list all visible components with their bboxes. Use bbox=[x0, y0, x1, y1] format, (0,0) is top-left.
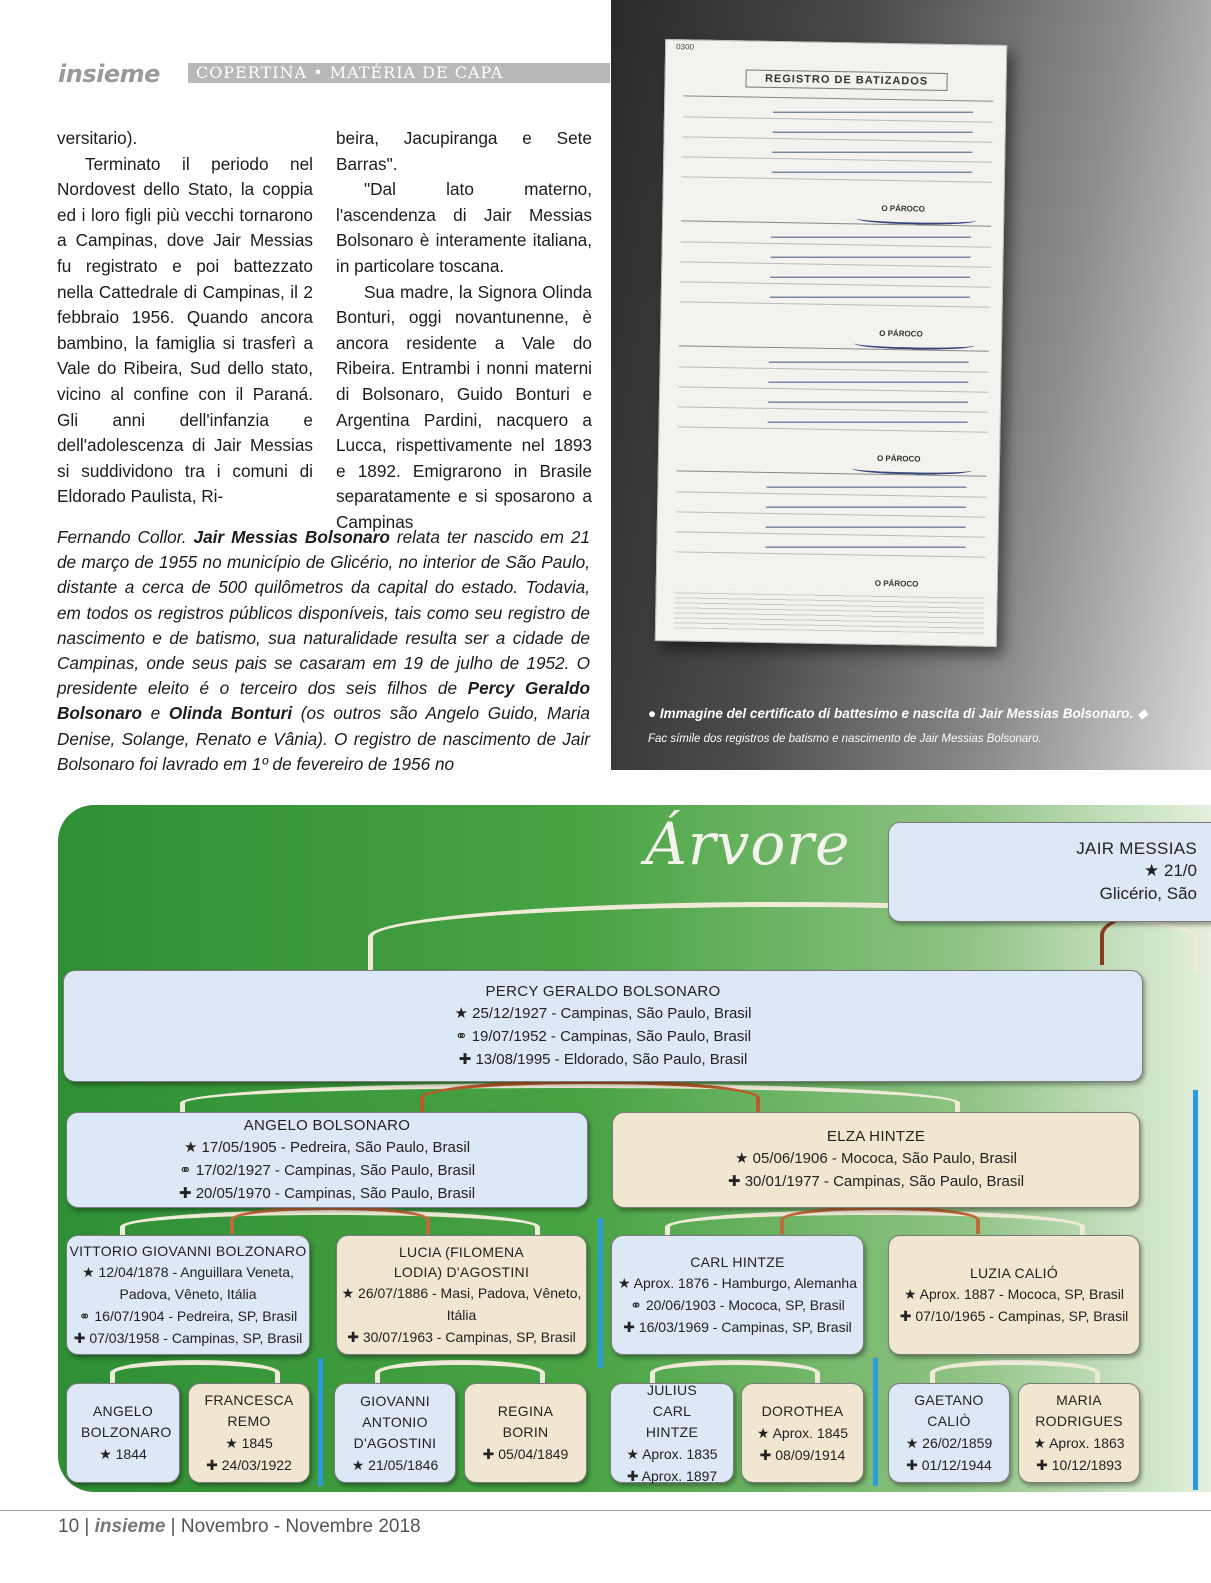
person-name: GIOVANNI ANTONIO D'AGOSTINI bbox=[353, 1392, 437, 1451]
birth-line: ★ 1844 bbox=[99, 1446, 147, 1462]
tree-node-carl-hintze bbox=[611, 1235, 864, 1355]
death-line: ✚ 13/08/1995 - Eldorado, São Paulo, Brasil bbox=[458, 1050, 748, 1068]
death-line: ✚ 01/12/1944 bbox=[906, 1457, 992, 1473]
article-column-1 bbox=[57, 126, 313, 510]
issue-date: Novembro - Novembre 2018 bbox=[180, 1516, 421, 1537]
divider-bar bbox=[873, 1358, 878, 1486]
tree-node-vittorio-giovanni-bolzonaro bbox=[66, 1235, 310, 1355]
connector bbox=[780, 1206, 980, 1234]
person-name: CARL HINTZE bbox=[690, 1254, 785, 1270]
birth-line: ★ 26/07/1886 - Masi, Padova, Vêneto, bbox=[341, 1285, 582, 1301]
birth-line: ★ 05/06/1906 - Mococa, São Paulo, Brasil bbox=[735, 1150, 1017, 1167]
tree-node-luzia-calio bbox=[888, 1235, 1140, 1355]
death-line: ✚ 24/03/1922 bbox=[206, 1457, 292, 1473]
document-number: 0300 bbox=[676, 42, 695, 52]
person-name: VITTORIO GIOVANNI BOLZONARO bbox=[69, 1243, 307, 1259]
person-name: JULIUS CARL HINTZE bbox=[645, 1381, 699, 1440]
birth-line: ★ Aprox. 1835 bbox=[626, 1445, 718, 1462]
marriage-line: ⚭ 16/07/1904 - Pedreira, SP, Brasil bbox=[78, 1308, 298, 1324]
connector bbox=[420, 1080, 760, 1116]
paroco-label: O PÁROCO bbox=[879, 328, 923, 339]
text: relata ter nascido em 21 de março de 1955 no município de Glicério, no interior de São Paulo, distante a cerca de 500 quilômetros da capital do estado. Todavia, em todos os registros públicos disponíveis, tais como seu registro de nascimento e de batismo, sua naturalidade resulta ser a cidade de Campinas, onde seus pais se casaram em 19 de julho de 1952. O presidente eleito é o terceiro dos seis filhos de bbox=[57, 527, 591, 699]
person-name: REGINA BORIN bbox=[497, 1403, 554, 1440]
article-column-2 bbox=[336, 126, 592, 536]
name-jair: Jair Messias Bolsonaro bbox=[193, 527, 390, 547]
death-line: ✚ Aprox. 1897 bbox=[626, 1467, 718, 1484]
person-name: ANGELO BOLSONARO bbox=[243, 1116, 411, 1134]
person-name: FRANCESCA REMO bbox=[204, 1392, 294, 1429]
tree-node-gaetano-calio bbox=[888, 1383, 1010, 1483]
person-name: LUCIA (FILOMENA LODIA) D'AGOSTINI bbox=[393, 1244, 530, 1280]
birth-line: ★ Aprox. 1845 bbox=[756, 1424, 849, 1441]
birth-line: ★ Aprox. 1876 - Hamburgo, Alemanha bbox=[617, 1275, 858, 1291]
birth-place-line: Padova, Vêneto, Itália bbox=[119, 1286, 257, 1302]
divider-bar bbox=[318, 1358, 323, 1486]
connector bbox=[230, 1206, 430, 1234]
person-name: DOROTHEA bbox=[761, 1402, 844, 1419]
person-name: ANGELO BOLZONARO bbox=[81, 1403, 172, 1440]
register-entry bbox=[675, 470, 987, 601]
text: e bbox=[142, 703, 169, 724]
tree-node-angelo-bolzonaro bbox=[66, 1383, 180, 1483]
name-olinda: Olinda Bonturi bbox=[168, 703, 293, 724]
death-line: ✚ 30/07/1963 - Campinas, SP, Brasil bbox=[347, 1329, 576, 1345]
marriage-line: ⚭ 17/02/1927 - Campinas, São Paulo, Brasil bbox=[178, 1161, 476, 1179]
article-portuguese bbox=[57, 525, 590, 777]
paroco-label: O PÁROCO bbox=[881, 203, 925, 214]
marriage-line: ⚭ 19/07/1952 - Campinas, São Paulo, Brasil bbox=[454, 1027, 752, 1045]
register-entry bbox=[677, 345, 989, 476]
bullet-icon: ● bbox=[648, 706, 660, 721]
death-line: ✚ 10/12/1893 bbox=[1036, 1457, 1122, 1473]
birth-line: ★ 21/05/1846 bbox=[351, 1456, 439, 1473]
birth-place: Glicério, São bbox=[1099, 884, 1197, 903]
death-line: ✚ 05/04/1849 bbox=[482, 1446, 569, 1462]
birth-line: ★ 17/05/1905 - Pedreira, São Paulo, Brasil bbox=[183, 1138, 471, 1156]
person-name: LUZIA CALIÓ bbox=[969, 1265, 1059, 1281]
footer-logo: insieme bbox=[94, 1516, 166, 1537]
birth-line: ★ Aprox. 1887 - Mococa, SP, Brasil bbox=[903, 1286, 1125, 1302]
photo-caption bbox=[648, 702, 1168, 751]
page-footer: 10 | insieme | Novembro - Novembre 2018 bbox=[58, 1516, 421, 1537]
tree-node-elza-hintze bbox=[612, 1112, 1140, 1208]
paragraph: versitario). bbox=[57, 128, 138, 148]
magazine-logo: insieme bbox=[58, 60, 160, 88]
paragraph: Terminato il periodo nel Nordovest dello Stato, la coppia ed i loro figli più vecchi tornarono a Campinas, dove Jair Messias fu registrato e poi battezzato nella Cattedrale di Campinas, il 2 febbraio 1956. Quando ancora bambino, la famiglia si trasferì a Vale do Ribeira, Sud dello stato, vicino al confine con il Paraná. Gli anni dell'infanzia e dell'adolescenza di Jair Messias si suddividono tra i comuni di Eldorado Paulista, Ri- bbox=[57, 153, 313, 507]
death-line: ✚ 08/09/1914 bbox=[759, 1446, 846, 1463]
text: (os outros são Angelo Guido, Maria Denise, Solange, Renato e Vânia). O registro de nascimento de Jair Bolsonaro foi lavrado em 1º de fevereiro de 1956 no bbox=[57, 703, 590, 774]
person-name: ELZA HINTZE bbox=[826, 1128, 926, 1145]
tree-node-regina-borin bbox=[464, 1383, 587, 1483]
death-line: ✚ 20/05/1970 - Campinas, São Paulo, Brasil bbox=[178, 1184, 476, 1202]
register-entry bbox=[679, 220, 991, 351]
paragraph: beira, Jacupiranga e Sete Barras". bbox=[336, 128, 592, 174]
paroco-label: O PÁROCO bbox=[876, 453, 921, 464]
divider-bar bbox=[1193, 1090, 1198, 1490]
paroco-label: O PÁROCO bbox=[874, 578, 919, 589]
tree-node-angelo-bolsonaro bbox=[66, 1112, 588, 1208]
death-line: ✚ 30/01/1977 - Campinas, São Paulo, Brasil bbox=[727, 1173, 1025, 1190]
footer-rule bbox=[0, 1510, 1211, 1511]
caption-italian: Immagine del certificato di battesimo e nascita di Jair Messias Bolsonaro. bbox=[659, 706, 1134, 721]
birth-date: ★ 21/0 bbox=[1143, 861, 1197, 880]
paragraph: "Dal lato materno, l'ascendenza di Jair Messias Bolsonaro è interamente italiana, in particolare toscana. bbox=[336, 179, 592, 276]
person-name: GAETANO CALIÒ bbox=[914, 1392, 984, 1429]
birth-place-line: Itália bbox=[446, 1307, 477, 1323]
divider-bar bbox=[598, 1218, 603, 1368]
baptism-register-document bbox=[655, 39, 1007, 647]
register-entry bbox=[681, 95, 993, 226]
birth-line: ★ 26/02/1859 bbox=[905, 1435, 993, 1451]
tree-node-julius-carl-hintze bbox=[610, 1383, 734, 1483]
person-name: PERCY GERALDO BOLSONARO bbox=[485, 982, 721, 1000]
death-line: ✚ 07/03/1958 - Campinas, SP, Brasil bbox=[73, 1330, 303, 1346]
tree-node-francesca-remo bbox=[188, 1383, 310, 1483]
birth-line: ★ 12/04/1878 - Anguillara Veneta, bbox=[82, 1264, 294, 1280]
paragraph: Sua madre, la Signora Olinda Bonturi, oggi novantunenne, è ancora residente a Vale do Ribeira. Entrambi i nonni materni di Bolsonaro, Guido Bonturi e Argentina Pardini, nacquero a Lucca, rispettivamente nel 1893 e 1892. Emigrarono in Brasile separatamente e si sposarono a Campinas bbox=[336, 281, 592, 532]
tree-node-maria-rodrigues bbox=[1018, 1383, 1140, 1483]
person-name: JAIR MESSIAS bbox=[1076, 839, 1197, 858]
tree-node-lucia-dagostini bbox=[336, 1235, 587, 1355]
document-title: REGISTRO DE BATIZADOS bbox=[745, 69, 947, 91]
birth-line: ★ 25/12/1927 - Campinas, São Paulo, Brasil bbox=[454, 1004, 752, 1022]
name-percy: Percy Geraldo Bolsonaro bbox=[57, 678, 590, 724]
document-footnotes bbox=[674, 588, 985, 633]
tree-node-dorothea bbox=[741, 1383, 864, 1483]
tree-title: Árvore bbox=[645, 810, 851, 878]
text: Fernando Collor. bbox=[57, 527, 194, 547]
birth-line: ★ Aprox. 1863 bbox=[1033, 1435, 1125, 1451]
section-label: COPERTINA • MATÉRIA DE CAPA bbox=[188, 63, 610, 83]
tree-node-jair-messias bbox=[888, 822, 1211, 922]
death-line: ✚ 07/10/1965 - Campinas, SP, Brasil bbox=[899, 1308, 1129, 1324]
tree-node-percy-geraldo-bolsonaro bbox=[63, 970, 1143, 1082]
death-line: ✚ 16/03/1969 - Campinas, SP, Brasil bbox=[623, 1319, 852, 1335]
tree-node-giovanni-antonio-dagostini bbox=[334, 1383, 456, 1483]
person-name: MARIA RODRIGUES bbox=[1035, 1392, 1123, 1429]
page-number: 10 bbox=[58, 1516, 80, 1537]
caption-portuguese: Fac símile dos registros de batismo e nascimento de Jair Messias Bolsonaro. bbox=[648, 733, 1042, 745]
marriage-line: ⚭ 20/06/1903 - Mococa, SP, Brasil bbox=[630, 1297, 845, 1313]
birth-line: ★ 1845 bbox=[225, 1435, 273, 1451]
diamond-icon: ◆ bbox=[1137, 706, 1148, 721]
